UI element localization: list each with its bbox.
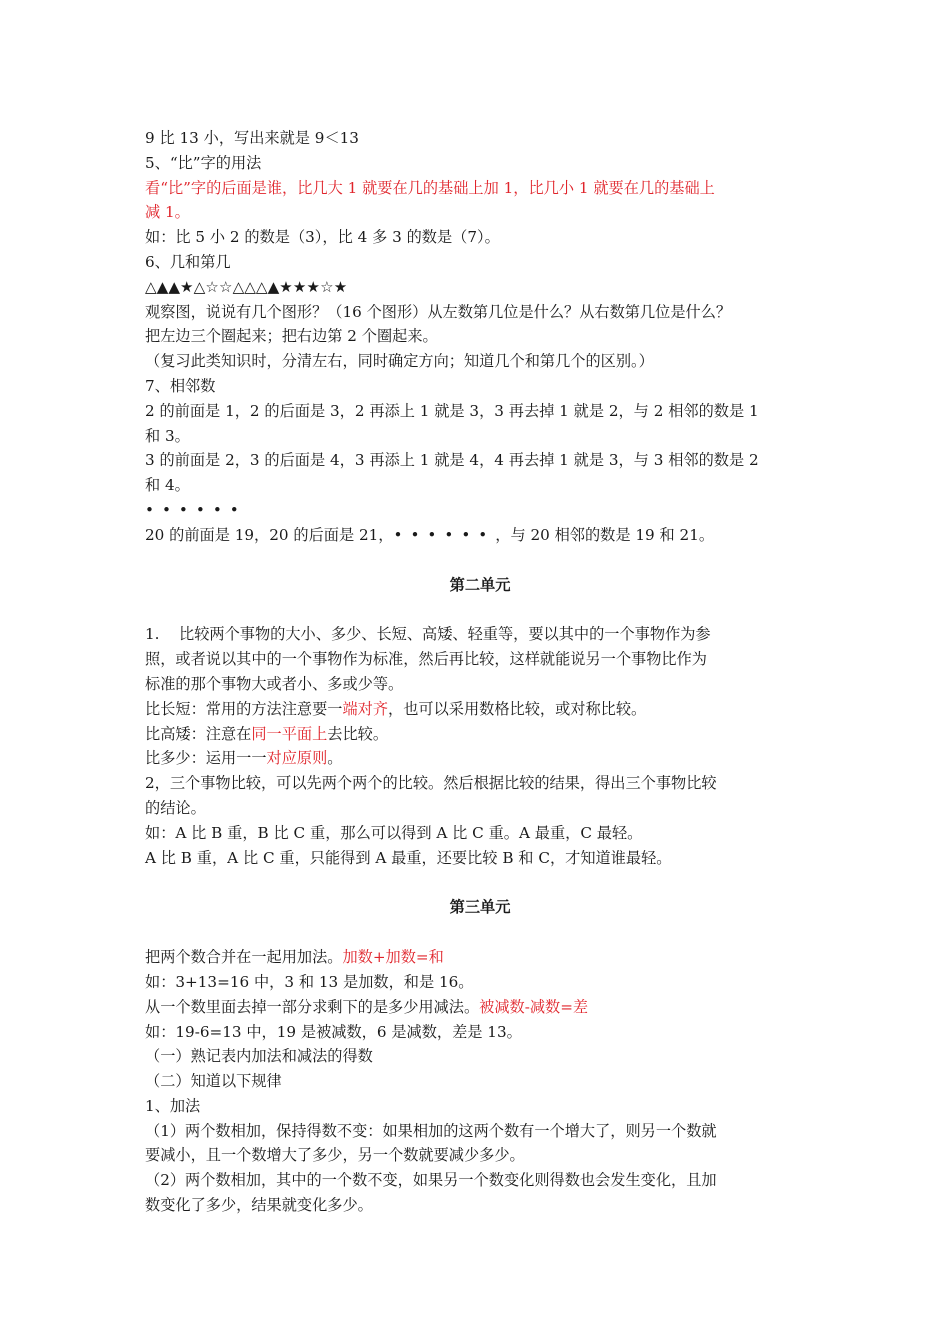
example-line: 如：3+13=16 中，3 和 13 是加数，和是 16。 bbox=[145, 972, 474, 991]
emphasis-text: 加数+加数=和 bbox=[342, 948, 444, 967]
ellipsis-dots: •••••• bbox=[393, 525, 496, 544]
text-line: 把左边三个圈起来；把右边第 2 个圈起来。 bbox=[145, 327, 438, 346]
item7-title: 7、相邻数 bbox=[145, 376, 216, 395]
unit3-heading: 第三单元 bbox=[449, 898, 511, 917]
text-line: 的结论。 bbox=[145, 798, 206, 817]
text-line: （二）知道以下规律 bbox=[145, 1072, 282, 1091]
text-span: 20 的前面是 19，20 的后面是 21， bbox=[145, 525, 394, 544]
text-span: 比长短：常用的方法注意要一 bbox=[145, 699, 343, 718]
text-line bbox=[145, 945, 815, 970]
text-line: 照，或者说以其中的一个事物作为标准，然后再比较，这样就能说另一个事物比作为 bbox=[145, 650, 707, 669]
text-line: 3 的前面是 2，3 的后面是 4，3 再添上 1 就是 4，4 再去掉 1 就是 3，与 3 相邻的数是 2 bbox=[145, 451, 759, 470]
emphasis-text: 端对齐 bbox=[342, 699, 388, 718]
text-line: 9 比 13 小，写出来就是 9＜13 bbox=[145, 129, 359, 147]
text-line: 数变化了多少，结果就变化多少。 bbox=[145, 1196, 373, 1215]
text-line: 1、加法 bbox=[145, 1096, 201, 1115]
red-rule-line: 看“比”字的后面是谁，比几大 1 就要在几的基础上加 1，比几小 1 就要在几的基础上 bbox=[145, 178, 715, 197]
text-line: 和 4。 bbox=[145, 476, 190, 495]
text-span: ，也可以采用数格比较，或对称比较。 bbox=[388, 699, 647, 718]
text-line bbox=[145, 995, 815, 1020]
text-line: （复习此类知识时，分清左右，同时确定方向；知道几个和第几个的区别。） bbox=[145, 352, 654, 371]
text-line bbox=[145, 722, 815, 747]
text-span: 从一个数里面去掉一部分求剩下的是多少用减法。 bbox=[145, 997, 480, 1016]
ellipsis-dots: •••••• bbox=[145, 500, 247, 519]
example-line: A 比 B 重，A 比 C 重，只能得到 A 最重，还要比较 B 和 C，才知道谁最轻。 bbox=[145, 848, 672, 867]
text-line: 2，三个事物比较，可以先两个两个的比较。然后根据比较的结果，得出三个事物比较 bbox=[145, 774, 717, 793]
text-line: 观察图，说说有几个图形？（16 个图形）从左数第几位是什么？从右数第几位是什么？ bbox=[145, 302, 732, 321]
text-span: 把两个数合并在一起用加法。 bbox=[145, 948, 343, 967]
text-line bbox=[145, 697, 815, 722]
text-line: 要减小，且一个数增大了多少，另一个数就要减少多少。 bbox=[145, 1146, 525, 1165]
emphasis-text: 被减数-减数=差 bbox=[479, 997, 589, 1016]
text-span: ，与 20 相邻的数是 19 和 21。 bbox=[495, 525, 715, 544]
text-line: （2）两个数相加，其中的一个数不变，如果另一个数变化则得数也会发生变化，且加 bbox=[145, 1171, 717, 1190]
text-line: （1）两个数相加，保持得数不变：如果相加的这两个数有一个增大了，则另一个数就 bbox=[145, 1121, 717, 1140]
red-rule-line: 减 1。 bbox=[145, 203, 190, 222]
document-page bbox=[145, 126, 815, 1218]
example-line: 如：比 5 小 2 的数是（3），比 4 多 3 的数是（7）。 bbox=[145, 228, 500, 247]
unit2-heading: 第二单元 bbox=[449, 575, 511, 594]
text-line: （一）熟记表内加法和减法的得数 bbox=[145, 1047, 373, 1066]
item6-title: 6、几和第几 bbox=[145, 252, 231, 271]
example-line: 如：19-6=13 中，19 是被减数，6 是减数，差是 13。 bbox=[145, 1022, 522, 1041]
text-line bbox=[145, 746, 815, 771]
emphasis-text: 对应原则 bbox=[266, 749, 328, 768]
emphasis-text: 同一平面上 bbox=[251, 724, 328, 743]
text-span: 比多少：运用一一 bbox=[145, 749, 267, 768]
item5-title: 5、“比”字的用法 bbox=[145, 153, 262, 172]
text-line: 2 的前面是 1，2 的后面是 3，2 再添上 1 就是 3，3 再去掉 1 就是 2，与 2 相邻的数是 1 bbox=[145, 401, 759, 420]
text-span: 比较两个事物的大小、多少、长短、高矮、轻重等，要以其中的一个事物作为参 bbox=[179, 625, 711, 644]
text-line: 和 3。 bbox=[145, 426, 190, 445]
text-line bbox=[145, 622, 815, 647]
text-span: 去比较。 bbox=[327, 724, 388, 743]
shapes-sequence: △▲▲★△☆☆△△△▲★★★☆★ bbox=[145, 277, 348, 296]
text-span: 比高矮：注意在 bbox=[145, 724, 252, 743]
example-line: 如：A 比 B 重，B 比 C 重，那么可以得到 A 比 C 重。A 最重，C 最轻。 bbox=[145, 823, 643, 842]
text-line bbox=[145, 523, 815, 548]
text-span: 。 bbox=[327, 749, 343, 768]
list-number: 1. bbox=[145, 625, 160, 644]
text-line: 标准的那个事物大或者小、多或少等。 bbox=[145, 674, 404, 693]
